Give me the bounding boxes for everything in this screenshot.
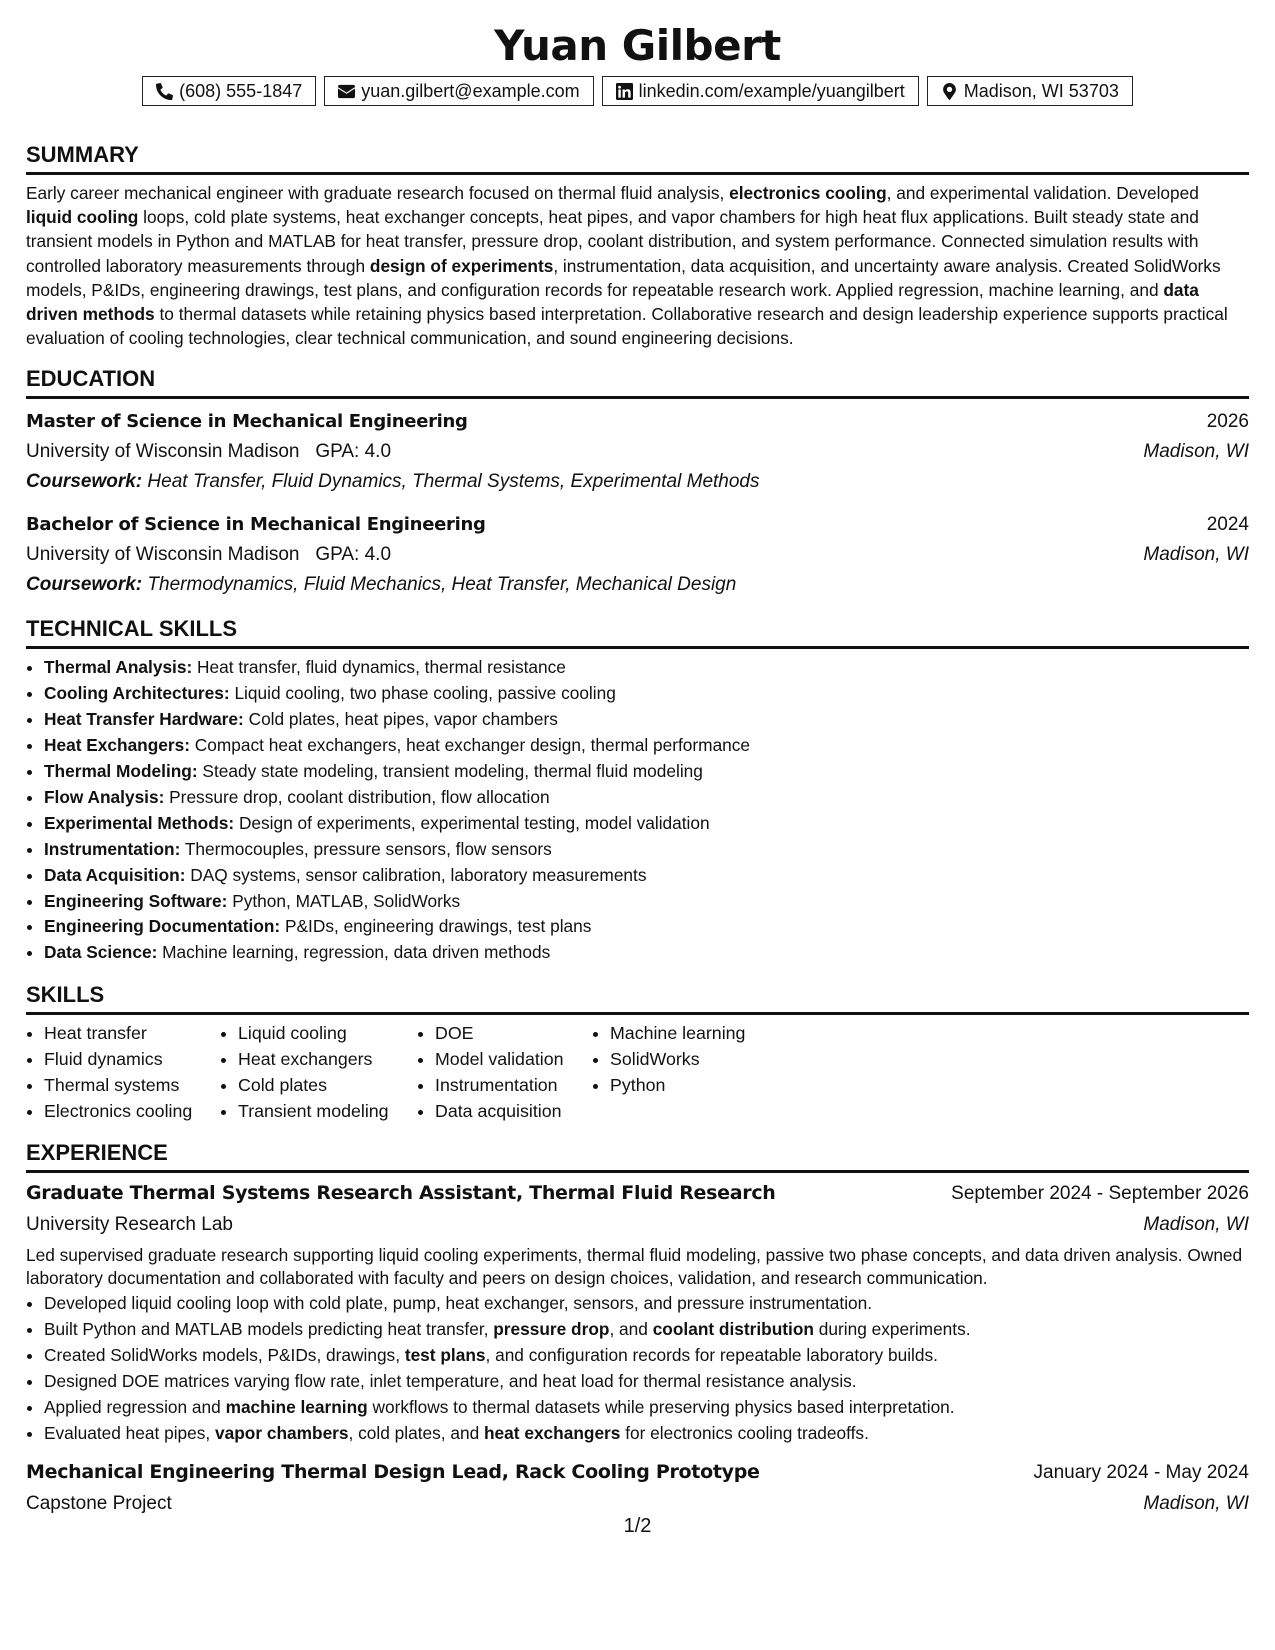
skill-item: • Python [610,1073,810,1099]
gpa: GPA: 4.0 [315,544,392,566]
coursework [26,467,1249,497]
coursework-label: Coursework: [26,574,143,596]
skill-category-text: Cold plates, heat pipes, vapor chambers [243,709,558,730]
skill-item: • Heat exchangers [238,1047,417,1073]
emphasis-text: vapor chambers [215,1423,349,1444]
skills-column [220,1021,417,1124]
section-title-summary: SUMMARY [26,140,1249,175]
phone-icon [156,83,173,100]
skill-item: • Machine learning [610,1021,810,1047]
text-run: for electronics cooling tradeoffs. [620,1423,869,1444]
job-bullet [44,1421,1249,1447]
text-run: , and experimental validation. Developed [886,183,1199,203]
text-run: Created SolidWorks models, P&IDs, drawings, [44,1345,405,1366]
linkedin-icon [616,83,633,100]
text-run: workflows to thermal datasets while preserving physics based interpretation. [367,1397,955,1418]
job-organization: Capstone Project [26,1492,172,1514]
degree-title: Master of Science in Mechanical Engineering [26,411,468,433]
technical-skill-item [44,785,1249,811]
skills-column [417,1021,592,1124]
skill-category-text: Machine learning, regression, data driven methods [157,942,551,963]
skill-item: • SolidWorks [610,1047,810,1073]
candidate-name: Yuan Gilbert [494,21,781,70]
technical-skill-item [44,889,1249,915]
education-section [26,364,1249,600]
map-pin-icon [941,83,958,100]
job-title: Mechanical Engineering Thermal Design Lead, Rack Cooling Prototype [26,1460,760,1483]
emphasis-text: heat exchangers [484,1423,621,1444]
skill-category-text: Heat transfer, fluid dynamics, thermal resistance [192,657,566,678]
skill-category-label: Heat Exchangers: [44,735,190,756]
graduation-year: 2026 [1206,411,1249,433]
skill-item: • Liquid cooling [238,1021,417,1047]
job-title: Graduate Thermal Systems Research Assistant, Thermal Fluid Research [26,1182,776,1205]
skill-category-label: Flow Analysis: [44,786,165,807]
skill-category-text: Python, MATLAB, SolidWorks [227,890,461,911]
education-item [26,509,1249,600]
skills-column [592,1021,810,1124]
skill-category-text: Steady state modeling, transient modeling, thermal fluid modeling [197,761,703,782]
contact-linkedin[interactable] [602,76,919,106]
gpa: GPA: 4.0 [315,441,392,463]
contact-bar [26,76,1249,106]
envelope-icon [338,83,355,100]
skill-category-label: Engineering Software: [44,890,228,911]
technical-skill-item [44,681,1249,707]
summary-section [26,140,1249,350]
text-run: Built Python and MATLAB models predicting heat transfer, [44,1319,494,1340]
school-name: University of Wisconsin Madison [26,544,300,566]
skill-category-text: Compact heat exchangers, heat exchanger design, thermal performance [190,735,751,756]
summary-text [26,181,1249,350]
contact-email-text: yuan.gilbert@example.com [361,80,580,101]
job-description: Led supervised graduate research supporting liquid cooling experiments, thermal fluid modeling, passive two phase concepts, and data driven analysis. Owned laboratory documentation and collaborated with faculty and peers on design choices, validation, and research communication. [26,1245,1243,1289]
emphasis-text: test plans [404,1345,486,1366]
skill-category-text: Liquid cooling, two phase cooling, passive cooling [229,683,616,704]
section-title-skills: SKILLS [26,980,1249,1015]
technical-skill-item [44,837,1249,863]
text-run: , and [609,1319,653,1340]
section-title-technical-skills: TECHNICAL SKILLS [26,614,1249,649]
skill-item: • Electronics cooling [44,1099,220,1125]
skills-grid [26,1021,1249,1124]
text-run: to thermal datasets while retaining physics based interpretation. Collaborative research and design leadership experience supports practical evaluation of cooling technologies, clear technical communication, and sound engineering decisions. [26,304,1228,349]
contact-linkedin-text: linkedin.com/example/yuangilbert [638,80,905,101]
skill-category-text: Pressure drop, coolant distribution, flow allocation [164,786,550,807]
contact-phone[interactable] [142,76,316,106]
skill-category-text: DAQ systems, sensor calibration, laboratory measurements [185,864,647,885]
emphasis-text: machine learning [225,1397,368,1418]
emphasis-text: liquid cooling [26,207,139,228]
coursework-list: Thermodynamics, Fluid Mechanics, Heat Transfer, Mechanical Design [147,574,737,596]
text-run: Evaluated heat pipes, [44,1423,216,1444]
job-bullet [44,1369,1249,1395]
contact-location [927,76,1133,106]
skill-category-label: Data Science: [44,942,158,963]
technical-skill-item [44,733,1249,759]
technical-skills-list [26,655,1249,966]
skill-item: • Heat transfer [44,1021,220,1047]
coursework-list: Heat Transfer, Fluid Dynamics, Thermal Systems, Experimental Methods [147,471,760,493]
skills-section [26,980,1249,1124]
experience-section [26,1138,1249,1518]
school-name: University of Wisconsin Madison [26,441,300,463]
technical-skill-item [44,759,1249,785]
emphasis-text: data driven methods [26,279,1199,325]
section-title-education: EDUCATION [26,364,1249,399]
text-run: loops, cold plate systems, heat exchanger concepts, heat pipes, and vapor chambers for high heat flux applications. Built steady state and transient models in Python and MATLAB for heat transfer, pressure drop, coolant distribution, and system performance. Connected simulation results with controlled laboratory measurements through [26,207,1199,276]
skill-category-text: P&IDs, engineering drawings, test plans [280,916,592,937]
job-bullet [44,1395,1249,1421]
skill-category-label: Instrumentation: [44,838,181,859]
skill-category-label: Experimental Methods: [44,812,235,833]
skill-item: • Fluid dynamics [44,1047,220,1073]
job-bullets [26,1291,1249,1446]
text-run: Designed DOE matrices varying flow rate, inlet temperature, and heat load for thermal resistance analysis. [44,1371,857,1392]
text-run: Developed liquid cooling loop with cold plate, pump, heat exchanger, sensors, and pressure instrumentation. [44,1293,873,1314]
skill-category-text: Design of experiments, experimental testing, model validation [234,812,710,833]
skill-category-label: Data Acquisition: [44,864,186,885]
skills-column [26,1021,220,1124]
job-location: Madison, WI [1143,1214,1249,1236]
education-item [26,406,1249,497]
degree-title: Bachelor of Science in Mechanical Engineering [26,514,486,536]
school-location: Madison, WI [1143,441,1249,463]
skill-category-text: Thermocouples, pressure sensors, flow sensors [180,838,552,859]
skill-category-label: Engineering Documentation: [44,916,281,937]
skill-item: • Model validation [435,1047,592,1073]
contact-location-text: Madison, WI 53703 [963,80,1119,101]
skill-item: • DOE [435,1021,592,1047]
coursework-label: Coursework: [26,471,143,493]
resume-page [26,18,1249,1519]
text-run: , and configuration records for repeatable laboratory builds. [485,1345,938,1366]
emphasis-text: electronics cooling [729,183,887,203]
coursework [26,570,1249,600]
emphasis-text: design of experiments [369,255,554,276]
technical-skill-item [44,863,1249,889]
text-run: Applied regression and [44,1397,226,1418]
technical-skill-item [44,655,1249,681]
emphasis-text: coolant distribution [652,1319,814,1340]
school-line [26,540,391,570]
text-run: during experiments. [813,1319,971,1340]
skill-item: • Transient modeling [238,1099,417,1125]
experience-item [26,1177,1249,1446]
skill-category-label: Thermal Modeling: [44,761,198,782]
contact-phone-text: (608) 555-1847 [179,80,303,101]
skill-item: • Thermal systems [44,1073,220,1099]
graduation-year: 2024 [1206,514,1249,536]
skill-item: • Instrumentation [435,1073,592,1099]
job-dates: September 2024 - September 2026 [951,1183,1249,1205]
school-line [26,437,391,467]
experience-item [26,1456,1249,1519]
section-title-experience: EXPERIENCE [26,1138,1249,1173]
text-run: , cold plates, and [348,1423,484,1444]
skill-item: • Cold plates [238,1073,417,1099]
skill-category-label: Thermal Analysis: [44,657,193,678]
job-bullet [44,1291,1249,1317]
page-number: 1/2 [623,1515,652,1537]
technical-skill-item [44,914,1249,940]
job-bullet [44,1317,1249,1343]
contact-email[interactable] [324,76,593,106]
technical-skill-item [44,707,1249,733]
school-location: Madison, WI [1143,544,1249,566]
emphasis-text: pressure drop [493,1319,610,1340]
job-bullet [44,1343,1249,1369]
job-organization: University Research Lab [26,1214,233,1236]
skill-category-label: Heat Transfer Hardware: [44,709,244,730]
job-location: Madison, WI [1143,1492,1249,1514]
technical-skill-item [44,811,1249,837]
text-run: Early career mechanical engineer with graduate research focused on thermal fluid analysis, [26,183,730,203]
skill-item: • Data acquisition [435,1099,592,1125]
technical-skill-item [44,940,1249,966]
technical-skills-section [26,614,1249,966]
job-dates: January 2024 - May 2024 [1033,1461,1249,1483]
text-run: , instrumentation, data acquisition, and uncertainty aware analysis. Created SolidWorks models, P&IDs, engineering drawings, test plans, and configuration records for repeatable research work. Applied regression, machine learning, and [26,255,1221,300]
skill-category-label: Cooling Architectures: [44,683,230,704]
